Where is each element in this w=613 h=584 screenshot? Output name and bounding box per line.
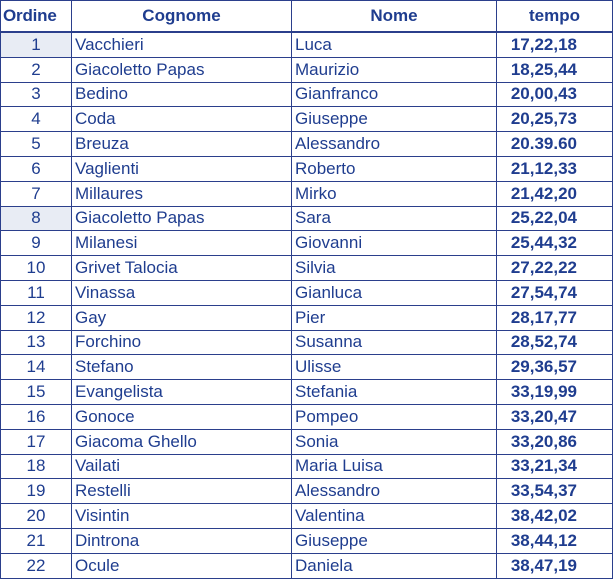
cell-ordine[interactable]: 5 [1, 132, 72, 157]
cell-ordine[interactable]: 21 [1, 528, 72, 553]
table-row[interactable] [1, 454, 613, 479]
cell-nome[interactable]: Mirko [292, 181, 497, 206]
table-row[interactable] [1, 181, 613, 206]
cell-cognome[interactable]: Breuza [72, 132, 292, 157]
cell-nome[interactable]: Gianluca [292, 280, 497, 305]
cell-ordine[interactable]: 3 [1, 82, 72, 107]
table-row[interactable] [1, 82, 613, 107]
cell-ordine[interactable]: 6 [1, 156, 72, 181]
table-row[interactable] [1, 504, 613, 529]
cell-nome[interactable]: Pier [292, 305, 497, 330]
table-row[interactable] [1, 57, 613, 82]
cell-nome[interactable]: Giuseppe [292, 528, 497, 553]
cell-cognome[interactable]: Coda [72, 107, 292, 132]
cell-tempo[interactable]: 33,20,86 [497, 429, 613, 454]
cell-cognome[interactable]: Vailati [72, 454, 292, 479]
cell-cognome[interactable]: Grivet Talocia [72, 256, 292, 281]
table-row[interactable] [1, 256, 613, 281]
cell-tempo[interactable]: 20,00,43 [497, 82, 613, 107]
cell-tempo[interactable]: 33,21,34 [497, 454, 613, 479]
cell-nome[interactable]: Maria Luisa [292, 454, 497, 479]
table-body [1, 32, 613, 578]
cell-tempo[interactable]: 38,42,02 [497, 504, 613, 529]
cell-nome[interactable]: Giovanni [292, 231, 497, 256]
cell-nome[interactable]: Sonia [292, 429, 497, 454]
cell-tempo[interactable]: 21,12,33 [497, 156, 613, 181]
cell-ordine[interactable]: 13 [1, 330, 72, 355]
cell-nome[interactable]: Daniela [292, 553, 497, 578]
cell-tempo[interactable]: 27,54,74 [497, 280, 613, 305]
cell-cognome[interactable]: Giacoma Ghello [72, 429, 292, 454]
table-row[interactable] [1, 429, 613, 454]
cell-cognome[interactable]: Bedino [72, 82, 292, 107]
cell-cognome[interactable]: Gonoce [72, 404, 292, 429]
cell-cognome[interactable]: Dintrona [72, 528, 292, 553]
cell-tempo[interactable]: 25,22,04 [497, 206, 613, 231]
cell-ordine[interactable]: 19 [1, 479, 72, 504]
cell-tempo[interactable]: 28,17,77 [497, 305, 613, 330]
cell-cognome[interactable]: Restelli [72, 479, 292, 504]
cell-ordine[interactable]: 17 [1, 429, 72, 454]
cell-tempo[interactable]: 33,54,37 [497, 479, 613, 504]
table-row[interactable] [1, 330, 613, 355]
header-ordine[interactable]: Ordine [1, 1, 72, 33]
cell-cognome[interactable]: Giacoletto Papas [72, 206, 292, 231]
table-row[interactable] [1, 231, 613, 256]
cell-nome[interactable]: Gianfranco [292, 82, 497, 107]
cell-nome[interactable]: Luca [292, 32, 497, 57]
cell-nome[interactable]: Maurizio [292, 57, 497, 82]
table-row[interactable] [1, 404, 613, 429]
cell-ordine[interactable]: 9 [1, 231, 72, 256]
table-row[interactable] [1, 132, 613, 157]
cell-ordine[interactable]: 11 [1, 280, 72, 305]
cell-ordine[interactable]: 2 [1, 57, 72, 82]
cell-cognome[interactable]: Evangelista [72, 380, 292, 405]
cell-tempo[interactable]: 33,19,99 [497, 380, 613, 405]
cell-ordine[interactable]: 1 [1, 32, 72, 57]
table-row[interactable] [1, 206, 613, 231]
table-row[interactable] [1, 305, 613, 330]
table-row[interactable] [1, 107, 613, 132]
cell-nome[interactable]: Roberto [292, 156, 497, 181]
cell-cognome[interactable]: Stefano [72, 355, 292, 380]
header-tempo[interactable]: tempo [497, 1, 613, 33]
cell-ordine[interactable]: 22 [1, 553, 72, 578]
table-row[interactable] [1, 156, 613, 181]
cell-tempo[interactable]: 38,44,12 [497, 528, 613, 553]
cell-tempo[interactable]: 20,25,73 [497, 107, 613, 132]
table-row[interactable] [1, 32, 613, 57]
cell-ordine[interactable]: 20 [1, 504, 72, 529]
cell-nome[interactable]: Giuseppe [292, 107, 497, 132]
cell-nome[interactable]: Ulisse [292, 355, 497, 380]
cell-nome[interactable]: Alessandro [292, 479, 497, 504]
table-row[interactable] [1, 528, 613, 553]
cell-tempo[interactable]: 25,44,32 [497, 231, 613, 256]
cell-ordine[interactable]: 8 [1, 206, 72, 231]
cell-tempo[interactable]: 27,22,22 [497, 256, 613, 281]
cell-nome[interactable]: Stefania [292, 380, 497, 405]
cell-cognome[interactable]: Vacchieri [72, 32, 292, 57]
cell-cognome[interactable]: Giacoletto Papas [72, 57, 292, 82]
cell-tempo[interactable]: 18,25,44 [497, 57, 613, 82]
cell-nome[interactable]: Alessandro [292, 132, 497, 157]
cell-cognome[interactable]: Milanesi [72, 231, 292, 256]
cell-cognome[interactable]: Vaglienti [72, 156, 292, 181]
table-row[interactable] [1, 380, 613, 405]
cell-cognome[interactable]: Millaures [72, 181, 292, 206]
cell-ordine[interactable]: 18 [1, 454, 72, 479]
cell-nome[interactable]: Silvia [292, 256, 497, 281]
table-row[interactable] [1, 355, 613, 380]
cell-ordine[interactable]: 14 [1, 355, 72, 380]
cell-ordine[interactable]: 4 [1, 107, 72, 132]
cell-tempo[interactable]: 29,36,57 [497, 355, 613, 380]
table-row[interactable] [1, 280, 613, 305]
cell-cognome[interactable]: Vinassa [72, 280, 292, 305]
cell-ordine[interactable]: 15 [1, 380, 72, 405]
cell-nome[interactable]: Susanna [292, 330, 497, 355]
cell-ordine[interactable]: 7 [1, 181, 72, 206]
cell-ordine[interactable]: 16 [1, 404, 72, 429]
cell-cognome[interactable]: Visintin [72, 504, 292, 529]
cell-tempo[interactable]: 20.39.60 [497, 132, 613, 157]
cell-cognome[interactable]: Gay [72, 305, 292, 330]
cell-cognome[interactable]: Ocule [72, 553, 292, 578]
cell-tempo[interactable]: 17,22,18 [497, 32, 613, 57]
cell-nome[interactable]: Sara [292, 206, 497, 231]
cell-nome[interactable]: Valentina [292, 504, 497, 529]
header-cognome[interactable]: Cognome [72, 1, 292, 33]
table-row[interactable] [1, 479, 613, 504]
table-header [1, 1, 613, 33]
table-row[interactable] [1, 553, 613, 578]
cell-nome[interactable]: Pompeo [292, 404, 497, 429]
cell-cognome[interactable]: Forchino [72, 330, 292, 355]
header-row [1, 1, 613, 33]
header-nome[interactable]: Nome [292, 1, 497, 33]
cell-ordine[interactable]: 12 [1, 305, 72, 330]
cell-tempo[interactable]: 28,52,74 [497, 330, 613, 355]
cell-ordine[interactable]: 10 [1, 256, 72, 281]
cell-tempo[interactable]: 38,47,19 [497, 553, 613, 578]
cell-tempo[interactable]: 33,20,47 [497, 404, 613, 429]
cell-tempo[interactable]: 21,42,20 [497, 181, 613, 206]
